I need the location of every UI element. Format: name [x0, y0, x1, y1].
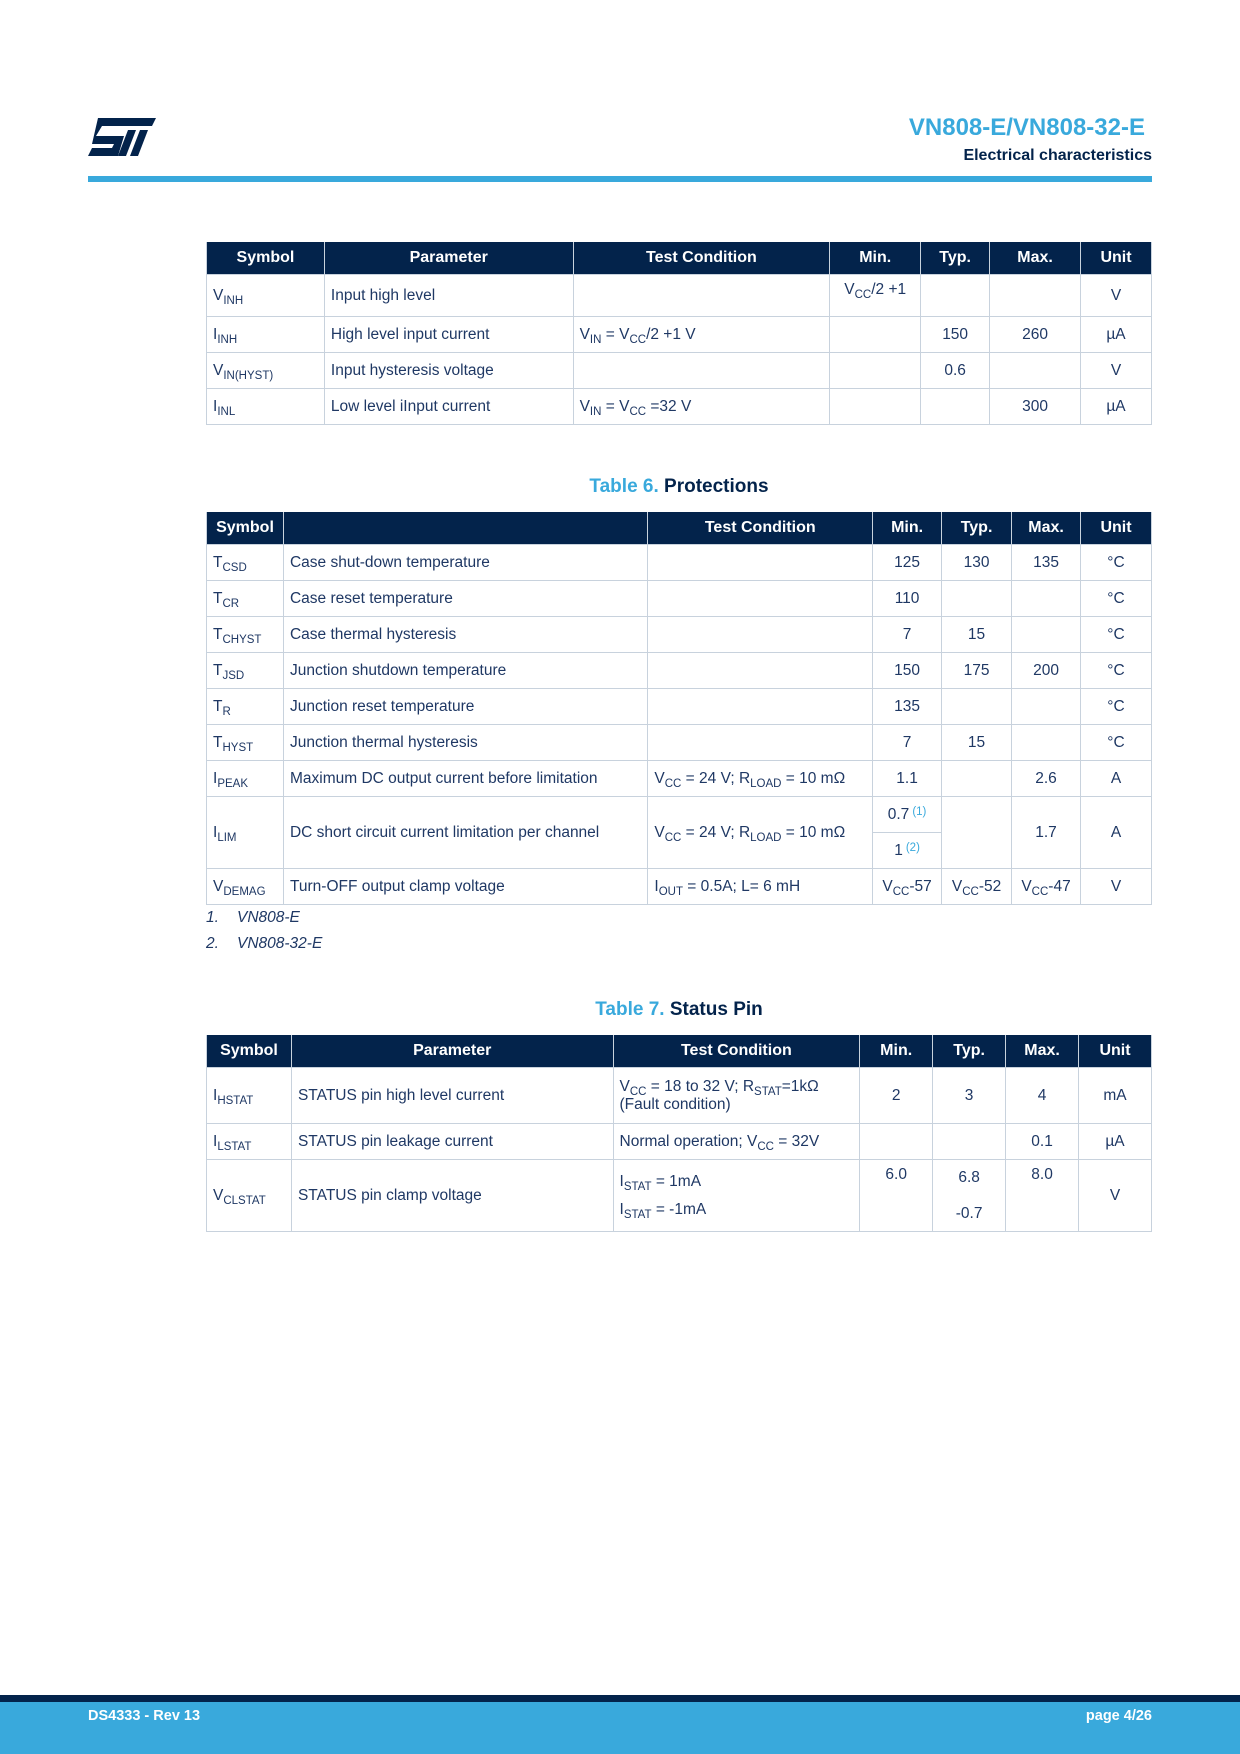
table6-caption — [206, 476, 1152, 498]
condition-cell: $V_{IN} = V_{CC} =32$ V — [573, 389, 830, 425]
max-cell: 4 — [1006, 1068, 1079, 1124]
footnote-ref-1[interactable]: (1) — [912, 805, 927, 818]
parameter-cell: Low level iInput current — [324, 389, 573, 425]
table-row — [207, 1160, 1152, 1232]
protections-table — [206, 512, 1152, 905]
unit-cell: °C — [1081, 725, 1152, 761]
max-cell — [1012, 689, 1081, 725]
col-parameter: Parameter — [291, 1035, 613, 1068]
symbol-cell: $T_{CR}$ — [207, 581, 284, 617]
min-cell: 7 — [873, 725, 942, 761]
footnote-1: 1. VN808-E — [206, 909, 300, 926]
max-cell — [990, 275, 1081, 317]
unit-cell: V — [1081, 353, 1152, 389]
table-header-row — [207, 512, 1152, 545]
parameter-cell: STATUS pin clamp voltage — [291, 1160, 613, 1232]
col-typ: Typ. — [921, 242, 990, 275]
min-cell: 1.1 — [873, 761, 942, 797]
parameter-cell: STATUS pin high level current — [291, 1068, 613, 1124]
max-cell: 0.1 — [1006, 1124, 1079, 1160]
max-cell: 1.7 — [1012, 797, 1081, 869]
table-row — [207, 653, 1152, 689]
typ-cell: 175 — [942, 653, 1012, 689]
unit-cell: V — [1081, 869, 1152, 905]
condition-cell — [573, 275, 830, 317]
col-max: Max. — [1012, 512, 1081, 545]
min-cell: 0.7 $^{(1)}$ — [873, 797, 942, 833]
min-cell — [830, 389, 921, 425]
table-row — [207, 275, 1152, 317]
symbol-cell: $V_{INH}$ — [207, 275, 325, 317]
parameter-cell: Case reset temperature — [283, 581, 647, 617]
symbol-cell: $V_{CLSTAT}$ — [207, 1160, 292, 1232]
typ-cell — [942, 797, 1012, 869]
col-unit: Unit — [1081, 512, 1152, 545]
table-row — [207, 545, 1152, 581]
condition-cell — [648, 581, 873, 617]
typ-cell: $V_{CC}-52$ — [942, 869, 1012, 905]
condition-cell: $V_{CC} = 18$ to 32 V; $R_{STAT}=1k\Omega$ (Fault condition) — [613, 1068, 860, 1124]
max-cell: 135 — [1012, 545, 1081, 581]
typ-cell — [921, 389, 990, 425]
max-cell: $V_{CC}-47$ — [1012, 869, 1081, 905]
col-typ: Typ. — [942, 512, 1012, 545]
col-parameter: Parameter — [324, 242, 573, 275]
condition-cell — [648, 653, 873, 689]
symbol-cell: $T_{CHYST}$ — [207, 617, 284, 653]
table-row — [207, 317, 1152, 353]
typ-cell: 130 — [942, 545, 1012, 581]
parameter-cell: Input hysteresis voltage — [324, 353, 573, 389]
typ-cell: 6.8 -0.7 — [933, 1160, 1006, 1232]
table-row — [207, 1068, 1152, 1124]
col-unit: Unit — [1079, 1035, 1152, 1068]
col-symbol: Symbol — [207, 1035, 292, 1068]
unit-cell: V — [1079, 1160, 1152, 1232]
symbol-cell: $T_{HYST}$ — [207, 725, 284, 761]
col-min: Min. — [873, 512, 942, 545]
max-cell: 8.0 — [1006, 1160, 1079, 1232]
min-cell: 150 — [873, 653, 942, 689]
footnote-ref-2[interactable]: (2) — [905, 841, 920, 854]
typ-cell: 0.6 — [921, 353, 990, 389]
unit-cell: °C — [1081, 689, 1152, 725]
symbol-cell: $T_{JSD}$ — [207, 653, 284, 689]
parameter-cell: Maximum DC output current before limitation — [283, 761, 647, 797]
parameter-cell: Case shut-down temperature — [283, 545, 647, 581]
col-max: Max. — [990, 242, 1081, 275]
logic-input-table — [206, 242, 1152, 425]
typ-cell — [942, 761, 1012, 797]
table7-number: Table 7. — [595, 999, 665, 1020]
table7-title: Status Pin — [669, 999, 763, 1020]
typ-cell: 150 — [921, 317, 990, 353]
symbol-cell: $T_{CSD}$ — [207, 545, 284, 581]
min-cell: $V_{CC}/2 +1$ — [830, 275, 921, 317]
min-cell: 110 — [873, 581, 942, 617]
condition-cell: $V_{CC} = 24$ V; $R_{LOAD} = 10$ mΩ — [648, 797, 873, 869]
parameter-cell: High level input current — [324, 317, 573, 353]
max-cell — [1012, 617, 1081, 653]
max-cell — [1012, 725, 1081, 761]
table-row — [207, 617, 1152, 653]
table-row — [207, 869, 1152, 905]
min-cell: 6.0 — [860, 1160, 933, 1232]
typ-cell: 15 — [942, 617, 1012, 653]
parameter-cell: Input high level — [324, 275, 573, 317]
max-cell — [1012, 581, 1081, 617]
col-symbol: Symbol — [207, 242, 325, 275]
condition-cell — [648, 725, 873, 761]
condition-cell — [648, 689, 873, 725]
table-row — [207, 689, 1152, 725]
typ-cell — [933, 1124, 1006, 1160]
condition-cell — [648, 545, 873, 581]
symbol-cell: $T_R$ — [207, 689, 284, 725]
typ-cell — [921, 275, 990, 317]
unit-cell: µA — [1081, 389, 1152, 425]
typ-cell: 3 — [933, 1068, 1006, 1124]
condition-cell — [573, 353, 830, 389]
condition-cell: $I_{STAT} = 1mA$ $I_{STAT} = -1mA$ — [613, 1160, 860, 1232]
max-cell: 300 — [990, 389, 1081, 425]
condition-cell: Normal operation; $V_{CC} = 32V$ — [613, 1124, 860, 1160]
col-max: Max. — [1006, 1035, 1079, 1068]
table-row — [207, 581, 1152, 617]
min-cell: 135 — [873, 689, 942, 725]
min-cell: 7 — [873, 617, 942, 653]
footer-rule — [0, 1695, 1240, 1702]
max-cell: 2.6 — [1012, 761, 1081, 797]
parameter-cell: Turn-OFF output clamp voltage — [283, 869, 647, 905]
parameter-cell: Junction reset temperature — [283, 689, 647, 725]
condition-cell — [648, 617, 873, 653]
footer-doc-id: DS4333 - Rev 13 — [88, 1708, 201, 1724]
parameter-cell: STATUS pin leakage current — [291, 1124, 613, 1160]
col-typ: Typ. — [933, 1035, 1006, 1068]
unit-cell: A — [1081, 761, 1152, 797]
table6-number: Table 6. — [589, 476, 659, 497]
status-pin-table — [206, 1035, 1152, 1232]
symbol-cell: $I_{PEAK}$ — [207, 761, 284, 797]
symbol-cell: $V_{IN(HYST)}$ — [207, 353, 325, 389]
max-cell — [990, 353, 1081, 389]
parameter-cell: Case thermal hysteresis — [283, 617, 647, 653]
unit-cell: V — [1081, 275, 1152, 317]
col-test-condition: Test Condition — [613, 1035, 860, 1068]
typ-cell: 15 — [942, 725, 1012, 761]
symbol-cell: $I_{INL}$ — [207, 389, 325, 425]
st-logo — [88, 116, 158, 158]
symbol-cell: $I_{LIM}$ — [207, 797, 284, 869]
min-cell — [830, 317, 921, 353]
footnote-2: 2. VN808-32-E — [206, 935, 323, 952]
col-parameter — [283, 512, 647, 545]
col-test-condition: Test Condition — [648, 512, 873, 545]
unit-cell: °C — [1081, 653, 1152, 689]
condition-cell: $I_{OUT} = 0.5A$; L= 6 mH — [648, 869, 873, 905]
symbol-cell: $I_{LSTAT}$ — [207, 1124, 292, 1160]
table-row — [207, 797, 1152, 833]
parameter-cell: DC short circuit current limitation per channel — [283, 797, 647, 869]
table-row — [207, 389, 1152, 425]
min-cell — [860, 1124, 933, 1160]
unit-cell: °C — [1081, 545, 1152, 581]
table-row — [207, 1124, 1152, 1160]
symbol-cell: $I_{INH}$ — [207, 317, 325, 353]
table6-title: Protections — [664, 476, 769, 497]
table-header-row — [207, 1035, 1152, 1068]
table-row — [207, 725, 1152, 761]
max-cell: 260 — [990, 317, 1081, 353]
unit-cell: A — [1081, 797, 1152, 869]
unit-cell: µA — [1081, 317, 1152, 353]
col-test-condition: Test Condition — [573, 242, 830, 275]
document-title: VN808-E/VN808-32-E — [908, 114, 1145, 141]
symbol-cell: $I_{HSTAT}$ — [207, 1068, 292, 1124]
typ-cell — [942, 689, 1012, 725]
typ-cell — [942, 581, 1012, 617]
header-rule — [88, 176, 1152, 182]
unit-cell: mA — [1079, 1068, 1152, 1124]
min-cell — [830, 353, 921, 389]
parameter-cell: Junction shutdown temperature — [283, 653, 647, 689]
col-unit: Unit — [1081, 242, 1152, 275]
symbol-cell: $V_{DEMAG}$ — [207, 869, 284, 905]
max-cell: 200 — [1012, 653, 1081, 689]
table-header-row — [207, 242, 1152, 275]
table-row — [207, 353, 1152, 389]
table7-caption — [206, 999, 1152, 1021]
unit-cell: µA — [1079, 1124, 1152, 1160]
col-min: Min. — [860, 1035, 933, 1068]
col-symbol: Symbol — [207, 512, 284, 545]
min-cell: 1 $^{(2)}$ — [873, 833, 942, 869]
col-min: Min. — [830, 242, 921, 275]
parameter-cell: Junction thermal hysteresis — [283, 725, 647, 761]
min-cell: 125 — [873, 545, 942, 581]
condition-cell: $V_{IN} = V_{CC}/2 +1$ V — [573, 317, 830, 353]
unit-cell: °C — [1081, 617, 1152, 653]
unit-cell: °C — [1081, 581, 1152, 617]
table-row — [207, 761, 1152, 797]
section-title: Electrical characteristics — [963, 147, 1152, 164]
condition-cell: $V_{CC} = 24$ V; $R_{LOAD} = 10$ mΩ — [648, 761, 873, 797]
footer-page-number: page 4/26 — [1085, 1708, 1152, 1724]
min-cell: 2 — [860, 1068, 933, 1124]
min-cell: $V_{CC}-57$ — [873, 869, 942, 905]
